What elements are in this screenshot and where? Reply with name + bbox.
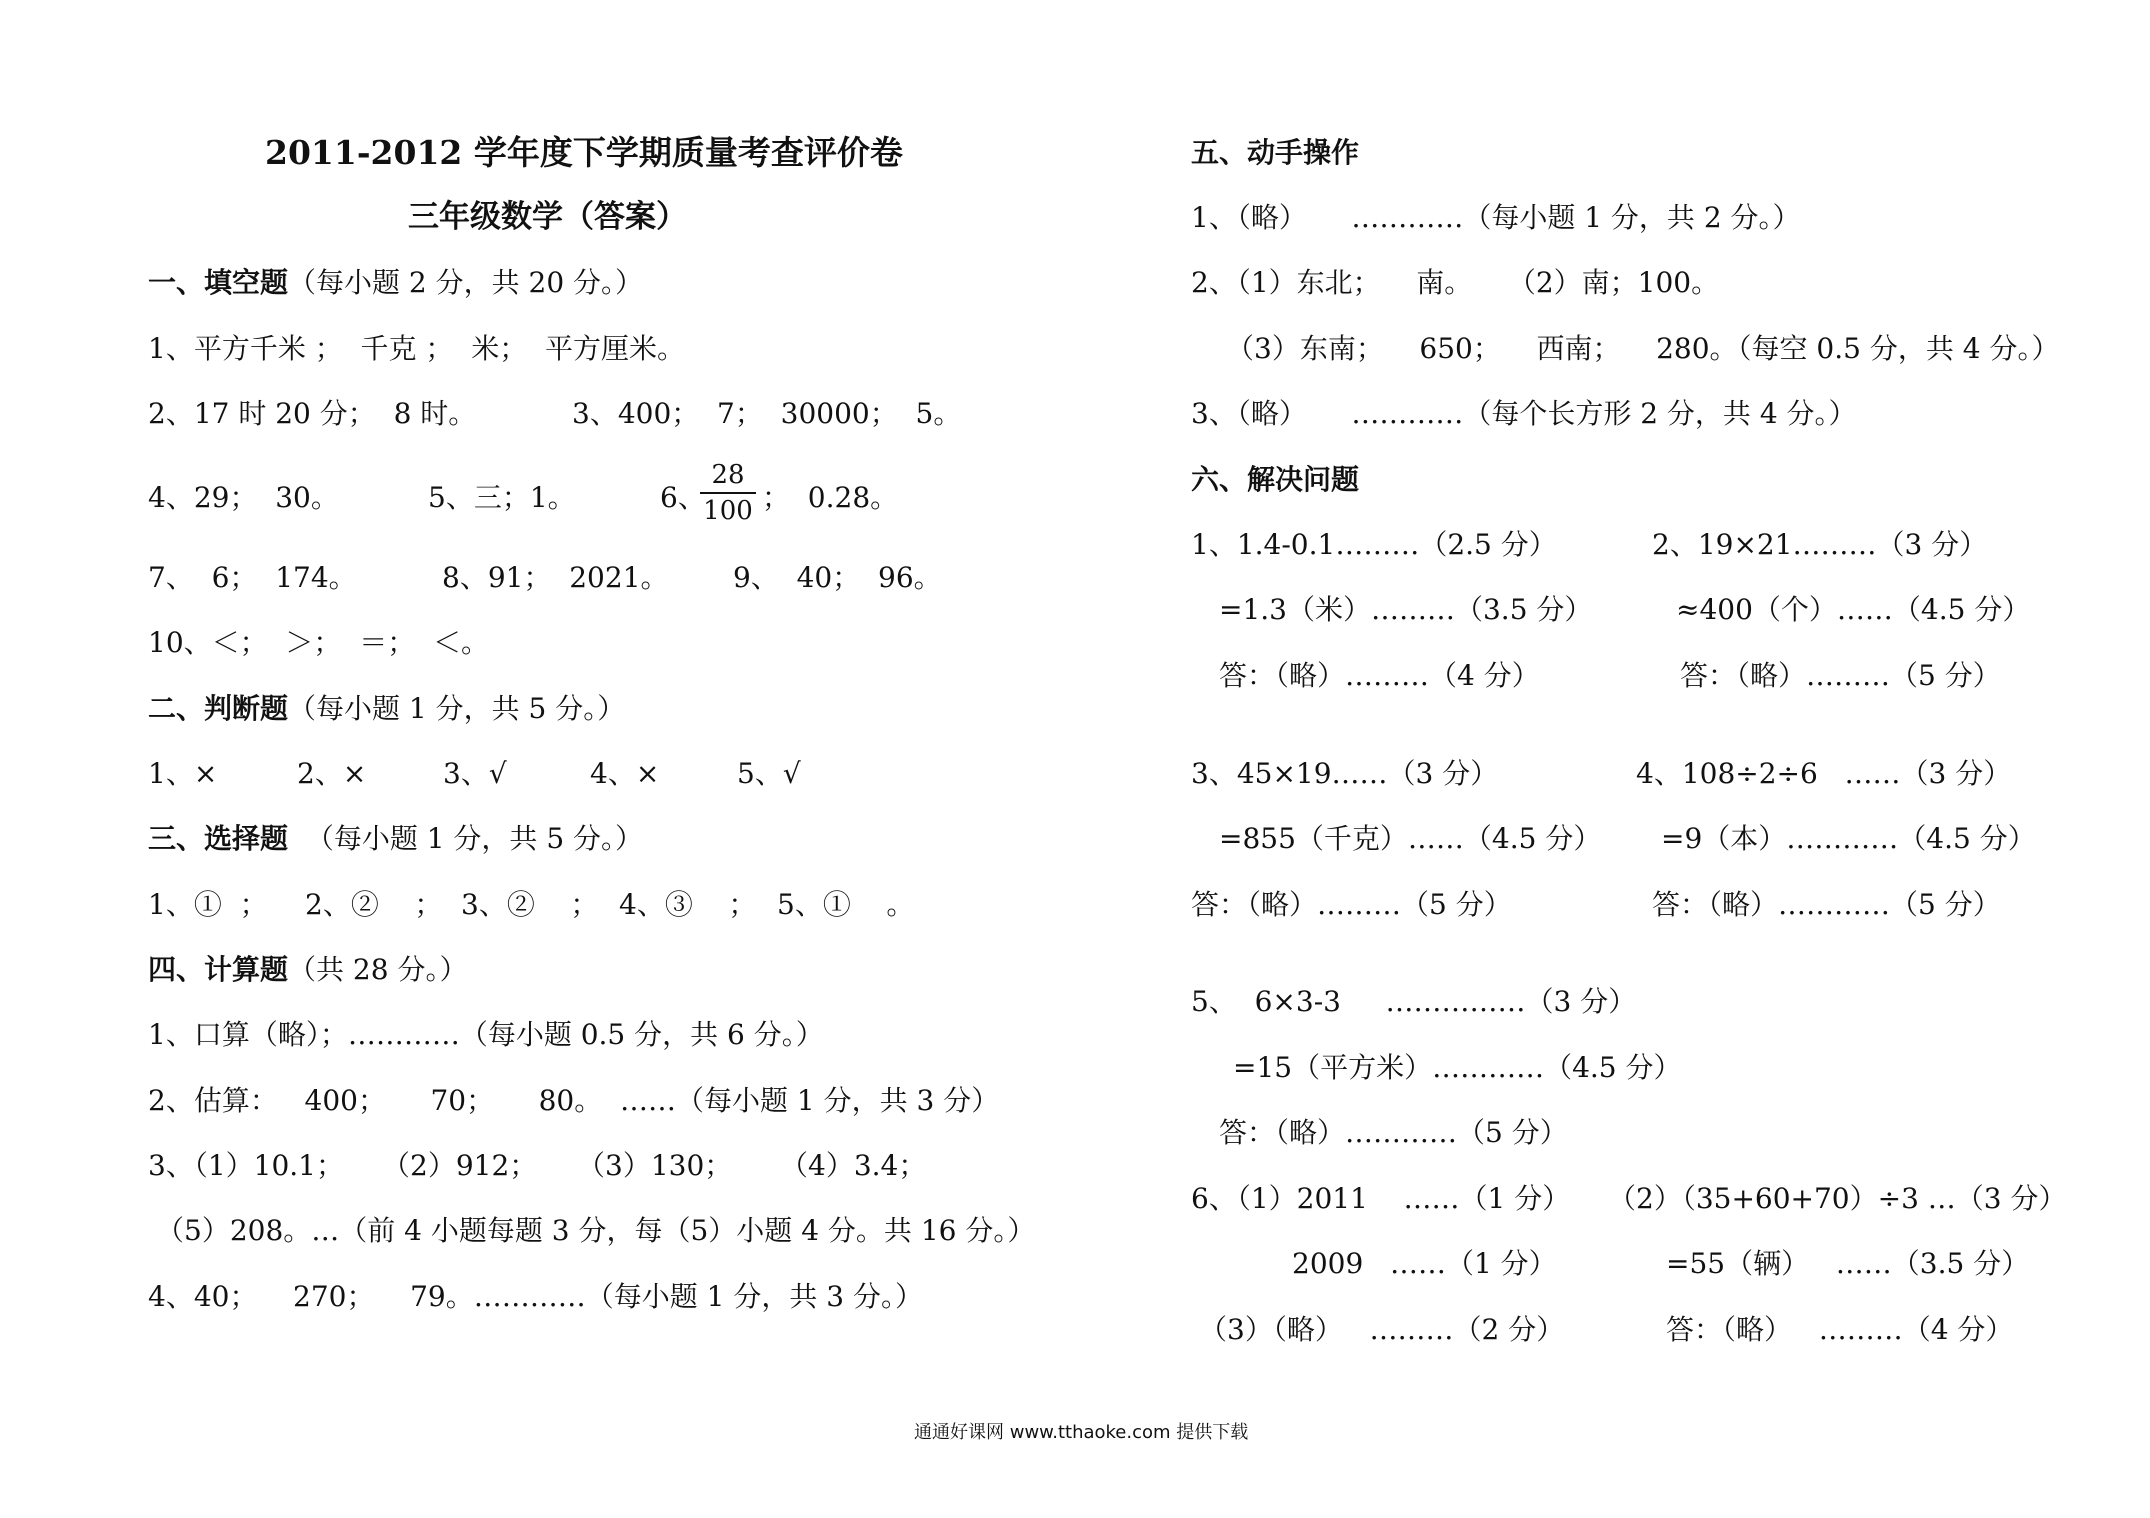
section-1-header (148, 266, 643, 300)
choice-answer-1: 1、① ； (148, 888, 268, 921)
section-6-title: 六、解决问题 (1191, 463, 1360, 496)
section-3-note: （每小题 1 分，共 5 分。） (288, 822, 644, 855)
section-1-note: （每小题 2 分，共 20 分。） (288, 266, 644, 299)
problem-6-part-2-line-2: =55（辆） ……（3.5 分） (1666, 1247, 2030, 1280)
problem-4-step-1: 4、108÷2÷6 ……（3 分） (1636, 757, 2012, 790)
calc-answer-3-1: 3、（1）10.1； (148, 1149, 344, 1182)
problem-4-step-2: =9（本）…………（4.5 分） (1661, 822, 2036, 855)
section-3-header (148, 822, 643, 856)
judge-answer-1: 1、× (148, 757, 218, 790)
section-5-title: 五、动手操作 (1191, 136, 1360, 169)
section-1-title: 一、填空题 (148, 266, 289, 299)
problem-3-answer: 答：（略）………（5 分） (1191, 888, 1512, 921)
judge-answer-4: 4、× (590, 757, 660, 790)
judge-answer-2: 2、× (297, 757, 367, 790)
calc-answer-4: 4、40； 270； 79。…………（每小题 1 分，共 3 分。） (148, 1280, 923, 1313)
judge-answer-5: 5、√ (737, 757, 801, 790)
hands-on-answer-2-3: （3）东南； 650； 西南； 280。（每空 0.5 分，共 4 分。） (1226, 332, 2060, 365)
section-2-header (148, 692, 625, 726)
section-4-header (148, 953, 467, 987)
fill-answer-2: 2、17 时 20 分； 8 时。 (148, 397, 477, 430)
fill-answer-5: 5、三；1。 (428, 481, 576, 514)
problem-6-answer: 答：（略） ………（4 分） (1666, 1313, 2014, 1346)
section-2-title: 二、判断题 (148, 692, 289, 725)
footer-credit: 通通好课网 www.tthaoke.com 提供下载 (914, 1422, 1249, 1443)
hands-on-answer-3: 3、（略） …………（每个长方形 2 分，共 4 分。） (1191, 397, 1857, 430)
page-title: 2011-2012 学年度下学期质量考查评价卷 (265, 133, 903, 172)
section-4-note: （共 28 分。） (288, 953, 468, 986)
problem-5-step-2: =15（平方米）…………（4.5 分） (1233, 1051, 1682, 1084)
fraction-denominator: 100 (703, 496, 753, 526)
calc-answer-2: 2、估算： 400； 70； 80。 ……（每小题 1 分，共 3 分） (148, 1084, 1000, 1117)
problem-1-step-1: 1、1.4-0.1………（2.5 分） (1191, 528, 1557, 561)
problem-2-step-2: ≈400（个）……（4.5 分） (1676, 593, 2031, 626)
fill-answer-7: 7、 6； 174。 (148, 561, 357, 594)
problem-6-part-2: （2）（35+60+70）÷3 …（3 分） (1608, 1182, 2067, 1215)
problem-5-answer: 答：（略）…………（5 分） (1219, 1116, 1568, 1149)
fill-answer-3: 3、400； 7； 30000； 5。 (572, 397, 962, 430)
choice-answer-5: 5、① 。 (777, 888, 915, 921)
fill-answer-4: 4、29； 30。 (148, 481, 339, 514)
fill-answer-10: 10、＜； ＞； ＝； ＜。 (148, 626, 490, 659)
choice-answer-4: 4、③ ； (619, 888, 757, 921)
fill-answer-6-label: 6、 (660, 481, 706, 514)
section-3-title: 三、选择题 (148, 822, 289, 855)
section-2-note: （每小题 1 分，共 5 分。） (288, 692, 626, 725)
problem-1-answer: 答：（略）………（4 分） (1219, 659, 1540, 692)
calc-answer-3-4: （4）3.4； (780, 1149, 927, 1182)
choice-answer-2: 2、② ； (305, 888, 443, 921)
fill-answer-8: 8、91； 2021。 (442, 561, 669, 594)
calc-answer-3-5: （5）208。…（前 4 小题每题 3 分，每（5）小题 4 分。共 16 分。） (156, 1214, 1036, 1247)
page-subtitle: 三年级数学（答案） (408, 199, 687, 235)
problem-6-part-3: （3）（略） ………（2 分） (1199, 1313, 1565, 1346)
section-4-title: 四、计算题 (148, 953, 289, 986)
calc-answer-1: 1、口算（略）；…………（每小题 0.5 分，共 6 分。） (148, 1018, 824, 1051)
fill-answer-1: 1、平方千米 ； 千克 ； 米； 平方厘米。 (148, 332, 686, 365)
problem-3-step-2: =855（千克）……（4.5 分） (1219, 822, 1602, 855)
problem-6-part-1: 6、（1）2011 ……（1 分） (1191, 1182, 1571, 1215)
problem-5-step-1: 5、 6×3-3 ……………（3 分） (1191, 985, 1637, 1018)
problem-6-part-1-line-2: 2009 ……（1 分） (1292, 1247, 1557, 1280)
problem-4-answer: 答：（略）…………（5 分） (1652, 888, 2001, 921)
hands-on-answer-2: 2、（1）东北； 南。 （2）南；100。 (1191, 266, 1720, 299)
calc-answer-3-3: （3）130； (577, 1149, 733, 1182)
problem-1-step-2: =1.3（米）………（3.5 分） (1219, 593, 1593, 626)
judge-answer-3: 3、√ (443, 757, 507, 790)
fraction-numerator: 28 (700, 460, 756, 494)
hands-on-answer-1: 1、（略） …………（每小题 1 分，共 2 分。） (1191, 201, 1801, 234)
problem-2-answer: 答：（略）………（5 分） (1680, 659, 2001, 692)
calc-answer-3-2: （2）912； (382, 1149, 538, 1182)
fill-answer-6-rest: ； 0.28。 (762, 481, 899, 514)
fraction-28-100 (700, 460, 756, 526)
problem-2-step-1: 2、19×21………（3 分） (1652, 528, 1988, 561)
fill-answer-9: 9、 40； 96。 (733, 561, 942, 594)
choice-answer-3: 3、② ； (461, 888, 599, 921)
problem-3-step-1: 3、45×19……（3 分） (1191, 757, 1499, 790)
